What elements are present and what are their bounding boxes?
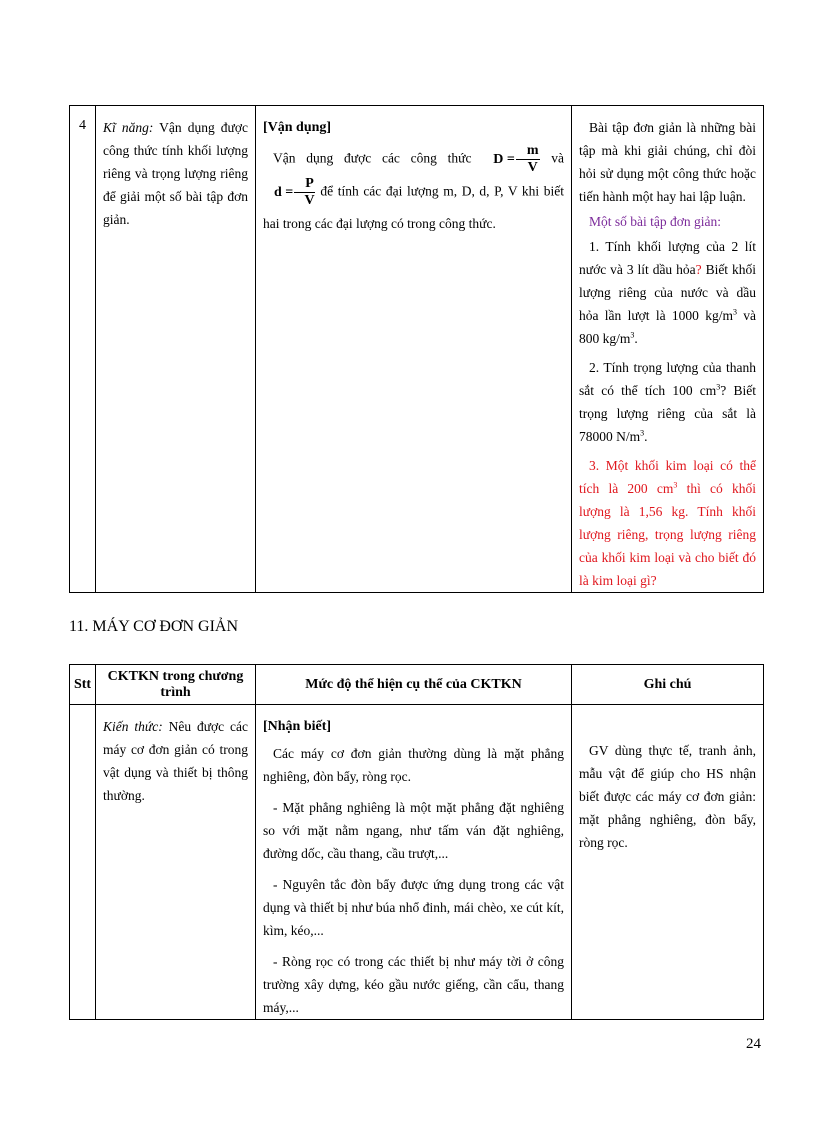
header-level: Mức độ thể hiện cụ thể của CKTKN: [256, 665, 572, 705]
note-cell: [572, 705, 764, 1020]
cktkn-table-top: [69, 105, 764, 593]
row-number: [70, 705, 96, 1020]
example-1: 1. Tính khối lượng của 2 lít nước và 3 lít dầu hỏa? Biết khối lượng riêng của nước và dầu hỏa lần lượt là 1000 $kg/m^3$ và 800 $kg/m^3$.: [579, 239, 756, 346]
page-number: 24: [746, 1036, 761, 1052]
note-text: GV dùng thực tế, tranh ảnh, mẫu vật để giúp cho HS nhận biết được các máy cơ đơn giản: mặt phẳng nghiêng, đòn bẩy, ròng rọc.: [579, 743, 756, 850]
level-cell: [256, 705, 572, 1020]
example-3: 3. Một khối kim loại có thể tích là 200 $cm^3$ thì có khối lượng là 1,56 kg. Tính khối lượng riêng, trọng lượng riêng của khối kim loại và cho biết đó là kim loại gì?: [579, 458, 757, 588]
apply-text: Vận dụng được các công thức D = $\frac{m}{V}$ và d = $\frac{P}{V}$ để tính các đại lượng m, D, d, P, V khi biết hai trong các đại lượng có trong công thức.: [263, 143, 564, 231]
knowledge-cell: [96, 705, 256, 1020]
specific-weight-formula: d = $\frac{P}{V}$: [274, 176, 315, 208]
level-label: [Nhận biết]: [263, 719, 332, 734]
skill-text: Vận dụng được công thức tính khối lượng riêng và trọng lượng riêng để giải một số bài tập đơn giản.: [103, 120, 248, 227]
header-stt: Stt: [70, 665, 96, 705]
skill-cell: [96, 106, 256, 593]
header-cktkn: CKTKN trong chương trình: [96, 665, 256, 705]
table-row: [70, 106, 764, 593]
row-number: 4: [70, 106, 96, 593]
density-formula: D = $\frac{m}{V}$: [493, 143, 539, 175]
paragraph-2: - Mặt phẳng nghiêng là một mặt phẳng đặt nghiêng so với mặt nằm ngang, như tấm ván đặt nghiêng, đường dốc, cầu thang, cầu trượt,...: [263, 800, 564, 861]
knowledge-label: Kiến thức:: [103, 719, 163, 734]
paragraph-3: - Nguyên tắc đòn bẩy được ứng dụng trong các vật dụng và thiết bị như búa nhổ đinh, mái chèo, xe cút kít, kìm, kéo,...: [263, 877, 564, 938]
table-header-row: [70, 665, 764, 705]
level-cell: [256, 106, 572, 593]
examples-title: Một số bài tập đơn giản:: [589, 214, 722, 229]
level-label: [Vận dụng]: [263, 120, 332, 135]
example-2: 2. Tính trọng lượng của thanh sắt có thể tích 100 $cm^3$? Biết trọng lượng riêng của sắt là 78000 $N/m^3$.: [579, 360, 757, 444]
paragraph-1: Các máy cơ đơn giản thường dùng là mặt phẳng nghiêng, đòn bẩy, ròng rọc.: [263, 746, 564, 784]
section-title: 11. MÁY CƠ ĐƠN GIẢN: [69, 618, 239, 635]
note-cell: [572, 106, 764, 593]
knowledge-text: Nêu được các máy cơ đơn giản có trong vật dụng và thiết bị thông thường.: [103, 719, 248, 803]
cktkn-table-simple-machines: [69, 664, 764, 1020]
skill-label: Kĩ năng:: [103, 120, 154, 135]
note-intro: Bài tập đơn giản là những bài tập mà khi giải chúng, chỉ đòi hỏi sử dụng một công thức hoặc tiến hành một hay hai lập luận.: [579, 120, 756, 204]
paragraph-4: - Ròng rọc có trong các thiết bị như máy tời ở công trường xây dựng, kéo gầu nước giếng, cần cẩu, thang máy,...: [263, 954, 564, 1015]
header-note: Ghi chú: [572, 665, 764, 705]
table-row: [70, 705, 764, 1020]
